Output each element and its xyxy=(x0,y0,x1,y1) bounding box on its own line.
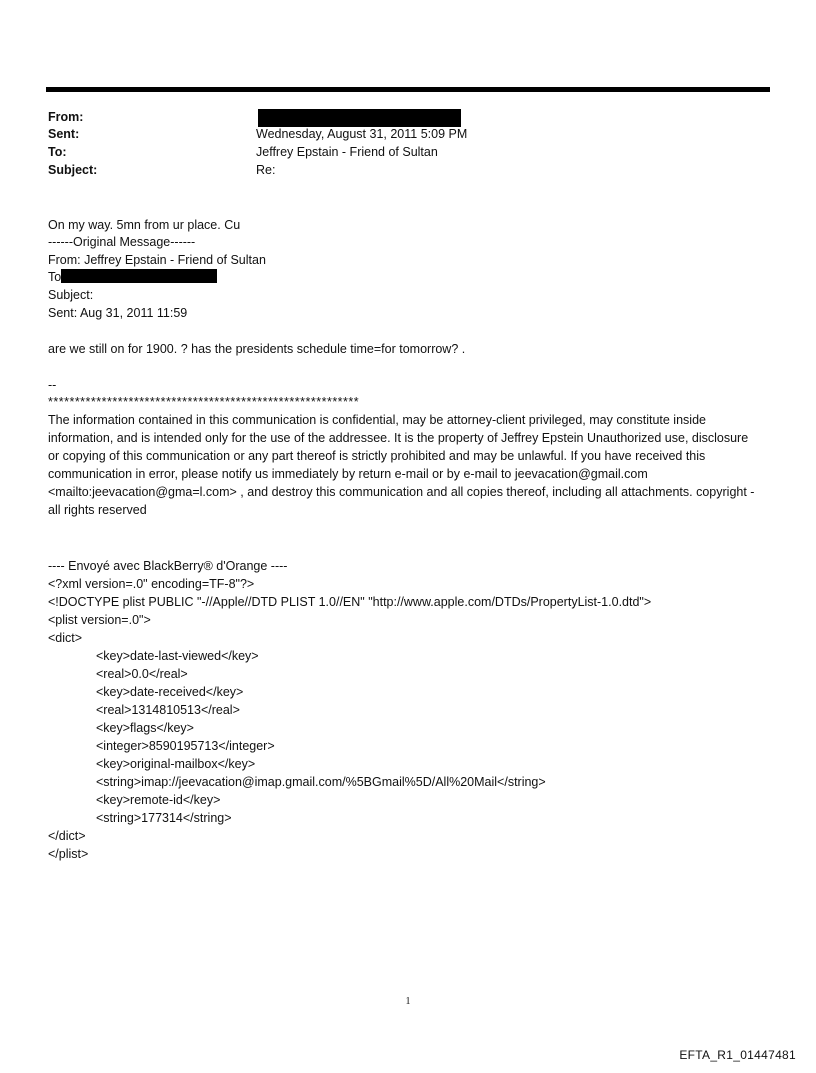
plist-line: <key>flags</key> xyxy=(96,721,194,735)
plist-line: <dict> xyxy=(48,631,83,645)
plist-line: <key>original-mailbox</key> xyxy=(96,757,256,771)
original-to xyxy=(48,268,217,286)
subject-label: Subject: xyxy=(48,163,98,177)
reply-line: On my way. 5mn from ur place. Cu xyxy=(48,218,241,232)
from-label: From: xyxy=(48,110,84,124)
sent-label: Sent: xyxy=(48,127,80,141)
document-id: EFTA_R1_01447481 xyxy=(679,1048,796,1062)
original-sent: Sent: Aug 31, 2011 11:59 xyxy=(48,306,188,320)
plist-line: </plist> xyxy=(48,847,89,861)
plist-line: <!DOCTYPE plist PUBLIC "-//Apple//DTD PLIST 1.0//EN" "http://www.apple.com/DTDs/PropertyList-1.0.dtd"> xyxy=(48,595,652,609)
plist-line: </dict> xyxy=(48,829,86,843)
page-number: 1 xyxy=(405,996,411,1007)
plist-line: <key>date-received</key> xyxy=(96,685,244,699)
plist-line: <integer>8590195713</integer> xyxy=(96,739,275,753)
subject-value: Re: xyxy=(256,163,276,177)
signature-dashes: -- xyxy=(48,378,57,392)
sent-value: Wednesday, August 31, 2011 5:09 PM xyxy=(256,127,468,141)
question-line: are we still on for 1900. ? has the presidents schedule time=for tomorrow? . xyxy=(48,342,466,356)
signature-stars: ********************************************************** xyxy=(48,395,360,409)
plist-line: <plist version=.0"> xyxy=(48,613,151,627)
plist-line: <?xml version=.0" encoding=TF-8"?> xyxy=(48,577,255,591)
plist-line: <key>date-last-viewed</key> xyxy=(96,649,259,663)
original-from: From: Jeffrey Epstain - Friend of Sultan xyxy=(48,253,266,267)
blackberry-line: ---- Envoyé avec BlackBerry® d'Orange ---- xyxy=(48,559,288,573)
plist-line: <string>177314</string> xyxy=(96,811,232,825)
original-subject: Subject: xyxy=(48,288,94,302)
plist-line: <real>1314810513</real> xyxy=(96,703,240,717)
top-rule xyxy=(46,87,770,92)
plist-line: <string>imap://jeevacation@imap.gmail.com/%5BGmail%5D/All%20Mail</string> xyxy=(96,775,546,789)
original-to-prefix: To xyxy=(48,270,62,284)
plist-line: <key>remote-id</key> xyxy=(96,793,221,807)
original-message-marker: ------Original Message------ xyxy=(48,235,196,249)
to-value: Jeffrey Epstain - Friend of Sultan xyxy=(256,145,438,159)
disclaimer-paragraph: The information contained in this communication is confidential, may be attorney-client privileged, may constitute inside information, and is intended only for the use of the addressee. It is the property of Jeffrey Epstein Unauthorized use, disclosure or copying of this communication or any part thereof is strictly prohibited and may be unlawful. If you have received this communication in error, please notify us immediately by return e-mail or by e-mail to jeevacation@gmail.com <mailto:jeevacation@gma=l.com> , and destroy this communication and all copies thereof, including all attachments. copyright -all rights reserved xyxy=(48,413,755,517)
redaction-block xyxy=(61,269,217,283)
to-label: To: xyxy=(48,145,67,159)
plist-line: <real>0.0</real> xyxy=(96,667,188,681)
